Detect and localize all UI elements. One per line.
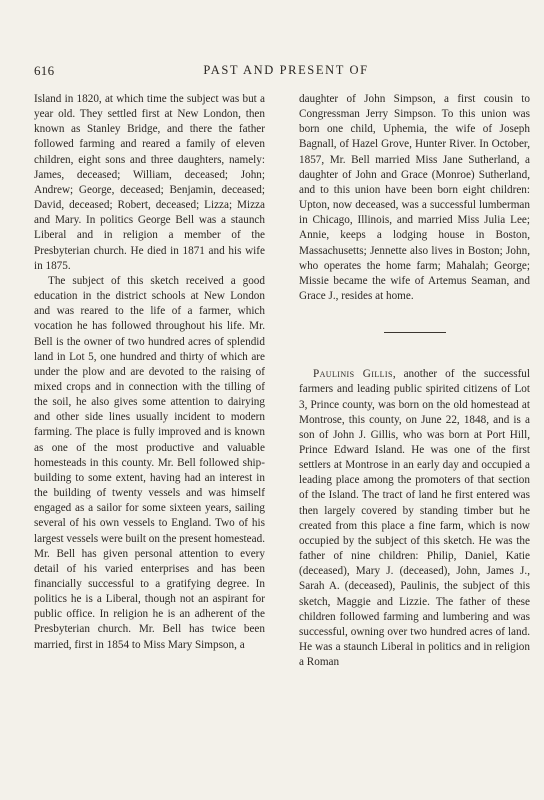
paragraph: The subject of this sketch received a good education in the district schools at New London and was reared to the life of a farmer, which vocation he has followed throughout his life. Mr. Bell is the owner of two hundred acres of splendid land in Lot 5, one hundred and thirty of which are under the plow and are devoted to the raising of mixed crops and in connection with the tilling of the soil, he also gives some attention to dairying and other side lines usually incident to modern farming. The place is fully improved and is known as one of the most productive and valuable homesteads in this county. Mr. Bell followed ship-building to some extent, having had an interest in the building of twenty vessels and was himself engaged as a sailor for some sixteen years, sailing several of his own vessels to England. Two of his largest vessels were built on the present homestead. Mr. Bell has given personal attention to every detail of his varied enterprises and has been financially successful to a gratifying degree. In politics he is a Liberal, though not an aspirant for public office. In religion he is an adherent of the Presbyterian church. Mr. Bell has twice been married, first in 1854 to Miss Mary Simpson, a	[34, 274, 265, 651]
paragraph: Island in 1820, at which time the subject was but a year old. They settled first at New London, then known as Stanley Bridge, and there the father followed farming and reared a family of eleven children, eight sons and three daughters, namely: James, deceased; William, deceased; John; Andrew; George, deceased; Benjamin, deceased; David, deceased; Robert, deceased; Lizza; Mizza and Mary. In politics George Bell was a staunch Liberal and in religion a member of the Presbyterian church. He died in 1871 and his wife in 1875.	[34, 93, 265, 272]
page-number: 616	[34, 63, 55, 78]
paragraph: daughter of John Simpson, a first cousin to Congressman Jerry Simpson. To this union was born one child, Uphemia, the wife of Joseph Bagnall, of Hazel Grove, Hunter River. In October, 1857, Mr. Bell married Miss Jane Sutherland, a daughter of John and Grace (Monroe) Sutherland, and to this union have been born eight children: Upton, now deceased, was a successful lumberman in Chicago, Illinois, and married Miss Julia Lee; Annie, keeps a lodging house in Boston, Massachusetts; Jennette also lives in Boston; John, who operates the home farm; Mahalah; George; Missie became the wife of Artemus Seaman, and Grace J., resides at home.	[299, 93, 530, 303]
left-column	[34, 92, 265, 653]
paragraph	[299, 367, 530, 670]
running-head: PAST AND PRESENT OF	[203, 63, 369, 77]
section-divider	[384, 332, 446, 333]
right-column	[299, 92, 530, 670]
subject-name: Paulinis Gillis	[313, 368, 393, 381]
paragraph-text: , another of the successful farmers and leading public spirited citizens of Lot 3, Prince county, was born on the old homestead at Montrose, this county, on June 22, 1848, and is a son of John J. Gillis, who was born at Port Hill, Prince Edward Island. He was one of the first settlers at Montrose in an early day and occupied a leading place among the promoters of that section of the Island. The tract of land he first entered was then largely covered by standing timber but he created from this place a fine farm, which is now occupied by the subject of this sketch. He was the father of nine children: Philip, Daniel, Katie (deceased), Mary J. (deceased), John, James J., Sarah A. (deceased), Paulinis, the subject of this sketch, Maggie and Lizzie. The father of these children followed farming and lumbering and was successful, owning over two hundred acres of land. He was a staunch Liberal in politics and in religion a Roman	[299, 368, 530, 669]
